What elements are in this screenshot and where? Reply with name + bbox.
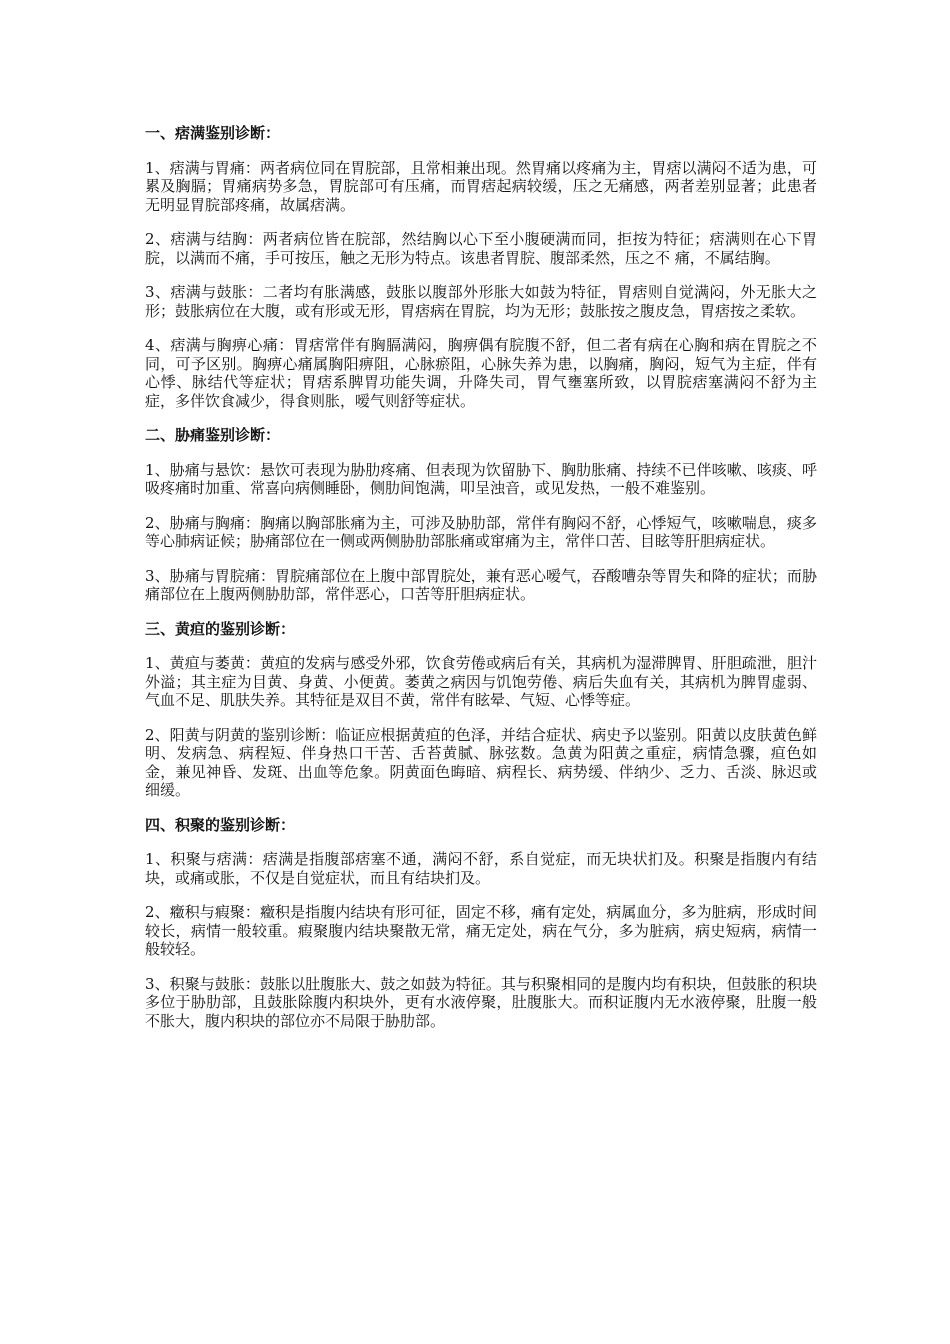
paragraph: 4、痞满与胸痹心痛：胃痞常伴有胸膈满闷，胸痹偶有脘腹不舒，但二者有病在心胸和病在胃脘之不同，可予区别。胸痹心痛属胸阳痹阻，心脉瘀阻，心脉失养为患，以胸痛，胸闷，短气为主症，伴有心悸、脉结代等症状；胃痞系脾胃功能失调，升降失司，胃气壅塞所致，以胃脘痞塞满闷不舒为主症，多伴饮食减少，得食则胀，嗳气则舒等症状。 — [145, 336, 817, 410]
paragraph: 3、痞满与鼓胀：二者均有胀满感，鼓胀以腹部外形胀大如鼓为特征，胃痞则自觉满闷，外无胀大之形；鼓胀病位在大腹，或有形或无形，胃痞病在胃脘，均为无形；鼓胀按之腹皮急，胃痞按之柔软。 — [145, 283, 817, 320]
paragraph: 2、癥积与瘕聚：癥积是指腹内结块有形可征，固定不移，痛有定处，病属血分，多为脏病，形成时间较长，病情一般较重。瘕聚腹内结块聚散无常，痛无定处，病在气分，多为脏病，病史短病，病情一般较轻。 — [145, 903, 817, 958]
paragraph: 2、胁痛与胸痛：胸痛以胸部胀痛为主，可涉及胁肋部，常伴有胸闷不舒，心悸短气，咳嗽喘息，痰多等心肺病证候；胁痛部位在一侧或两侧胁肋部胀痛或窜痛为主，常伴口苦、目眩等肝胆病症状。 — [145, 513, 817, 550]
paragraph: 1、黄疸与萎黄：黄疸的发病与感受外邪，饮食劳倦或病后有关，其病机为湿滞脾胃、肝胆疏泄，胆汁外溢；其主症为目黄、身黄、小便黄。萎黄之病因与饥饱劳倦、病后失血有关，其病机为脾胃虚弱、气血不足、肌肤失养。其特征是双目不黄，常伴有眩晕、气短、心悸等症。 — [145, 654, 817, 709]
paragraph: 1、积聚与痞满：痞满是指腹部痞塞不通，满闷不舒，系自觉症，而无块状扪及。积聚是指腹内有结块，或痛或胀，不仅是自觉症状，而且有结块扪及。 — [145, 850, 817, 887]
paragraph: 1、胁痛与悬饮：悬饮可表现为胁肋疼痛、但表现为饮留胁下、胸肋胀痛、持续不已伴咳嗽、咳痰、呼吸疼痛时加重、常喜向病侧睡卧，侧肋间饱满，叩呈浊音，或见发热，一般不难鉴别。 — [145, 460, 817, 497]
section-pi-man — [145, 124, 817, 410]
section-title: 二、胁痛鉴别诊断： — [145, 426, 281, 444]
section-ji-ju — [145, 816, 817, 1031]
section-title: 四、积聚的鉴别诊断： — [145, 815, 296, 834]
section-title: 一、痞满鉴别诊断： — [145, 124, 281, 142]
paragraph: 2、阳黄与阴黄的鉴别诊断：临证应根据黄疸的色泽，并结合症状、病史予以鉴别。阳黄以皮肤黄色鲜明、发病急、病程短、伴身热口干苦、舌苔黄腻、脉弦数。急黄为阳黄之重症，病情急骤，疸色如金，兼见神昏、发斑、出血等危象。阴黄面色晦暗、病程长、病势缓、伴纳少、乏力、舌淡、脉迟或细缓。 — [145, 725, 817, 799]
paragraph: 2、痞满与结胸：两者病位皆在脘部，然结胸以心下至小腹硬满而同，拒按为特征；痞满则在心下胃脘，以满而不痛，手可按压，触之无形为特点。该患者胃脘、腹部柔然，压之不 痛，不属结胸。 — [145, 230, 817, 267]
section-xie-tong — [145, 426, 817, 604]
document-body — [145, 124, 817, 1046]
paragraph: 1、痞满与胃痛：两者病位同在胃脘部，且常相兼出现。然胃痛以疼痛为主，胃痞以满闷不适为患，可累及胸膈；胃痛病势多急，胃脘部可有压痛，而胃痞起病较缓，压之无痛感，两者差别显著；此患者无明显胃脘部疼痛，故属痞满。 — [145, 158, 817, 214]
section-title: 三、黄疸的鉴别诊断： — [145, 619, 296, 638]
paragraph: 3、胁痛与胃脘痛：胃脘痛部位在上腹中部胃脘处，兼有恶心嗳气，吞酸嘈杂等胃失和降的症状；而胁痛部位在上腹两侧胁肋部，常伴恶心，口苦等肝胆病症状。 — [145, 566, 817, 603]
section-huang-dan — [145, 620, 817, 800]
paragraph: 3、积聚与鼓胀：鼓胀以肚腹胀大、鼓之如鼓为特征。其与积聚相同的是腹内均有积块，但鼓胀的积块多位于胁肋部，且鼓胀除腹内积块外，更有水液停聚，肚腹胀大。而积证腹内无水液停聚，肚腹一般不胀大，腹内积块的部位亦不局限于胁肋部。 — [145, 974, 817, 1030]
